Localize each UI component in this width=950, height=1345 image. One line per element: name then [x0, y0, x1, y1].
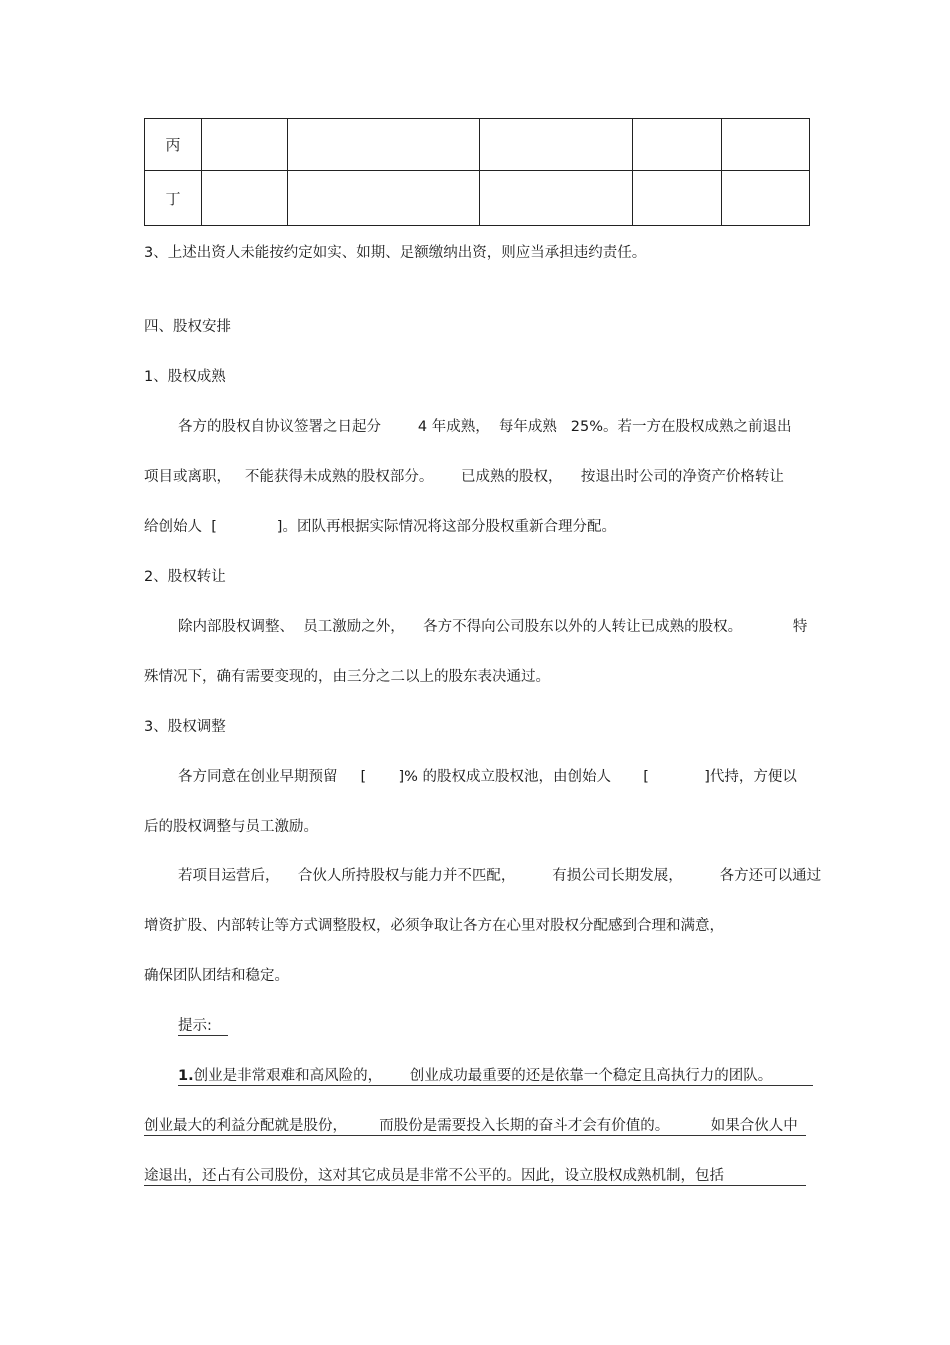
table-cell: [633, 171, 722, 226]
tip-underline: [178, 1085, 813, 1086]
tip-number: 1.: [178, 1068, 194, 1084]
liability-paragraph: 3、上述出资人未能按约定如实、如期、足额缴纳出资，则应当承担违约责任。: [144, 245, 647, 261]
table-cell-label: 丁: [145, 171, 202, 226]
table-cell: [288, 119, 480, 171]
paragraph-line: 项目或离职， 不能获得未成熟的股权部分。 已成熟的股权， 按退出时公司的净资产价格转让: [144, 469, 784, 485]
tip-line: 创业最大的利益分配就是股份， 而股份是需要投入长期的奋斗才会有价值的。 如果合伙人中: [144, 1118, 798, 1134]
tip-line: [178, 1066, 772, 1086]
paragraph-line: 给创始人 [ ]。团队再根据实际情况将这部分股权重新合理分配。: [144, 519, 616, 535]
table-cell: [202, 171, 288, 226]
paragraph-line: 各方的股权自协议签署之日起分 4 年成熟， 每年成熟 25%。若一方在股权成熟之前退出: [178, 419, 792, 435]
table-row: [145, 119, 810, 171]
subsection-heading: 3、股权调整: [144, 719, 226, 735]
tip-line: 途退出，还占有公司股份，这对其它成员是非常不公平的。因此，设立股权成熟机制，包括: [144, 1168, 724, 1184]
table-cell: [288, 171, 480, 226]
paragraph-line: 各方同意在创业早期预留 [ ]% 的股权成立股权池，由创始人 [ ]代持，方便以: [178, 769, 797, 785]
paragraph-line: 后的股权调整与员工激励。: [144, 819, 318, 835]
investor-table: [144, 118, 810, 226]
tip-label: 提示:: [178, 1018, 212, 1034]
section-heading: 四、股权安排: [144, 319, 231, 335]
table-row: [145, 171, 810, 226]
table-cell: [722, 119, 810, 171]
table-cell: [722, 171, 810, 226]
table-cell: [202, 119, 288, 171]
table-cell: [480, 119, 633, 171]
paragraph-line: 若项目运营后， 合伙人所持股权与能力并不匹配， 有损公司长期发展， 各方还可以通过: [178, 868, 822, 884]
paragraph-line: 增资扩股、内部转让等方式调整股权，必须争取让各方在心里对股权分配感到合理和满意，: [144, 918, 724, 934]
tip-underline: [144, 1135, 806, 1136]
tip-text: 创业是非常艰难和高风险的， 创业成功最重要的还是依靠一个稳定且高执行力的团队。: [193, 1068, 773, 1084]
table-cell: [633, 119, 722, 171]
tip-label-underline: [178, 1035, 228, 1036]
table-cell-label: 丙: [145, 119, 202, 171]
paragraph-line: 除内部股权调整、 员工激励之外， 各方不得向公司股东以外的人转让已成熟的股权。 特: [178, 619, 808, 635]
paragraph-line: 确保团队团结和稳定。: [144, 968, 289, 984]
subsection-heading: 1、股权成熟: [144, 369, 226, 385]
subsection-heading: 2、股权转让: [144, 569, 226, 585]
paragraph-line: 殊情况下，确有需要变现的，由三分之二以上的股东表决通过。: [144, 669, 550, 685]
table-cell: [480, 171, 633, 226]
tip-underline: [144, 1185, 806, 1186]
